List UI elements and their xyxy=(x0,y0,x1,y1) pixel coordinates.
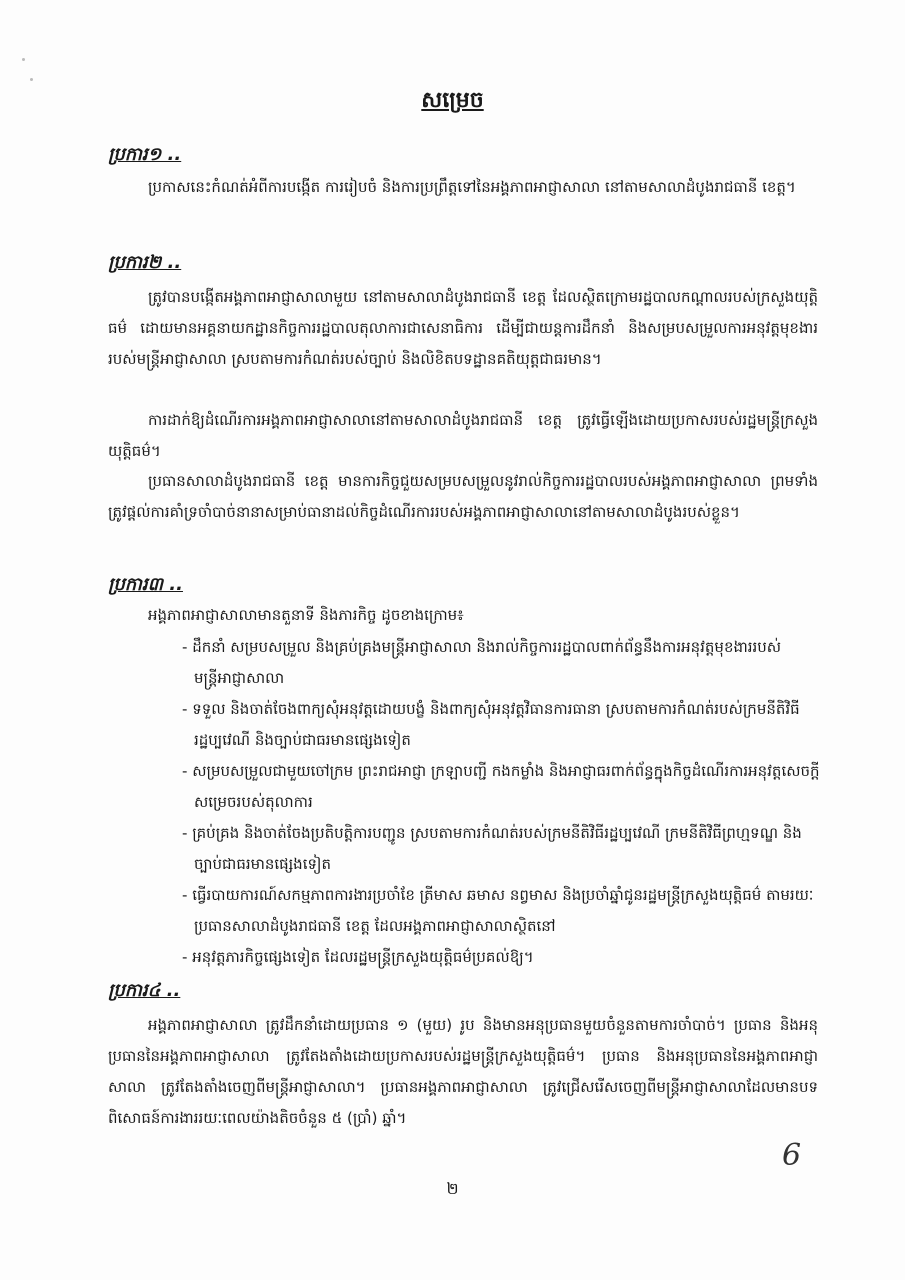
article-1-heading: ប្រការ១ .. xyxy=(108,144,182,165)
page-number: ២ xyxy=(446,1179,459,1198)
scan-speck xyxy=(22,58,25,61)
list-item: - ដឹកនាំ សម្របសម្រួល និងគ្រប់គ្រងមន្ត្រីអាជ្ញាសាលា និងរាល់កិច្ចការរដ្ឋបាលពាក់ព័ន្ធនឹងការអនុវត្តមុខងាររបស់មន្ត្រីអាជ្ញាសាលា xyxy=(182,632,822,694)
scan-speck xyxy=(30,78,33,81)
list-item: - សម្របសម្រួលជាមួយចៅក្រម ព្រះរាជអាជ្ញា ក្រឡាបញ្ជី កងកម្លាំង និងអាជ្ញាធរពាក់ព័ន្ធក្នុងកិច្ចដំណើរការអនុវត្តសេចក្ដីសម្រេចរបស់តុលាការ xyxy=(182,756,822,818)
article-4-heading: ប្រការ៤ .. xyxy=(108,980,181,1001)
list-item: - ទទួល និងចាត់ចែងពាក្យសុំអនុវត្តដោយបង្ខំ និងពាក្យសុំអនុវត្តវិធានការធានា ស្របតាមការកំណត់របស់ក្រមនីតិវិធីរដ្ឋប្បវេណី និងច្បាប់ជាធរមានផ្សេងទៀត xyxy=(182,694,822,756)
article-2-paragraph-3: ប្រធានសាលាដំបូងរាជធានី ខេត្ត មានការកិច្ចជួយសម្របសម្រួលនូវរាល់កិច្ចការរដ្ឋបាលរបស់អង្គភាពអាជ្ញាសាលា ព្រមទាំងត្រូវផ្ដល់ការគាំទ្រចាំបាច់នានាសម្រាប់ធានាដល់កិច្ចដំណើរការរបស់អង្គភាពអាជ្ញាសាលានៅតាមសាលាដំបូងរបស់ខ្លួន។ xyxy=(108,472,818,521)
article-2-heading: ប្រការ២ .. xyxy=(108,252,182,273)
article-1-paragraph: ប្រកាសនេះកំណត់អំពីការបង្កើត ការរៀបចំ និងការប្រព្រឹត្តទៅនៃអង្គភាពអាជ្ញាសាលា នៅតាមសាលាដំបូងរាជធានី ខេត្ត។ xyxy=(148,178,796,196)
article-2-paragraph-2: ការដាក់ឱ្យដំណើរការអង្គភាពអាជ្ញាសាលានៅតាមសាលាដំបូងរាជធានី ខេត្ត ត្រូវធ្វើឡើងដោយប្រកាសរបស់រដ្ឋមន្ត្រីក្រសួងយុត្តិធម៌។ xyxy=(108,411,818,460)
article-4-paragraph: អង្គភាពអាជ្ញាសាលា ត្រូវដឹកនាំដោយប្រធាន ១ (មួយ) រូប និងមានអនុប្រធានមួយចំនួនតាមការចាំបាច់។ ប្រធាន និងអនុប្រធាននៃអង្គភាពអាជ្ញាសាលា ត្រូវតែងតាំងដោយប្រកាសរបស់រដ្ឋមន្ត្រីក្រសួងយុត្តិធម៌។ ប្រធាន និងអនុប្រធាននៃអង្គភាពអាជ្ញាសាលា ត្រូវតែងតាំងចេញពីមន្ត្រីអាជ្ញាសាលា។ ប្រធានអង្គភាពអាជ្ញាសាលា ត្រូវជ្រើសរើសចេញពីមន្ត្រីអាជ្ញាសាលាដែលមានបទពិសោធន៍ការងាររយៈពេលយ៉ាងតិចចំនួន ៥ (ប្រាំ) ឆ្នាំ។ xyxy=(108,1016,818,1127)
list-item: - គ្រប់គ្រង និងចាត់ចែងប្រតិបត្តិការបញ្ជូន ស្របតាមការកំណត់របស់ក្រមនីតិវិធីរដ្ឋប្បវេណី ក្រមនីតិវិធីព្រហ្មទណ្ឌ និងច្បាប់ជាធរមានផ្សេងទៀត xyxy=(182,818,822,880)
article-2-paragraph-1: ត្រូវបានបង្កើតអង្គភាពអាជ្ញាសាលាមួយ នៅតាមសាលាដំបូងរាជធានី ខេត្ត ដែលស្ថិតក្រោមរដ្ឋបាលកណ្ដាលរបស់ក្រសួងយុត្តិធម៌ ដោយមានអគ្គនាយកដ្ឋានកិច្ចការរដ្ឋបាលតុលាការជាសេនាធិការ ដើម្បីជាយន្តការដឹកនាំ និងសម្របសម្រួលការអនុវត្តមុខងាររបស់មន្ត្រីអាជ្ញាសាលា ស្របតាមការកំណត់របស់ច្បាប់ និងលិខិតបទដ្ឋានគតិយុត្តជាធរមាន។ xyxy=(108,288,818,368)
handwritten-initial: 6 xyxy=(782,1138,802,1173)
list-item: - អនុវត្តភារកិច្ចផ្សេងទៀត ដែលរដ្ឋមន្ត្រីក្រសួងយុត្តិធម៌ប្រគល់ឱ្យ។ xyxy=(182,942,822,973)
article-3-heading: ប្រការ៣ .. xyxy=(108,574,183,595)
article-3-intro: អង្គភាពអាជ្ញាសាលាមានតួនាទី និងភារកិច្ច ដូចខាងក្រោម៖ xyxy=(148,606,464,624)
list-item: - ធ្វើរបាយការណ៍សកម្មភាពការងារប្រចាំខែ ត្រីមាស ឆមាស នព្វមាស និងប្រចាំឆ្នាំជូនរដ្ឋមន្ត្រីក្រសួងយុត្តិធម៌ តាមរយៈប្រធានសាលាដំបូងរាជធានី ខេត្ត ដែលអង្គភាពអាជ្ញាសាលាស្ថិតនៅ xyxy=(182,880,822,942)
document-title: សម្រេច xyxy=(421,88,484,113)
article-3-duties-list xyxy=(182,632,822,973)
